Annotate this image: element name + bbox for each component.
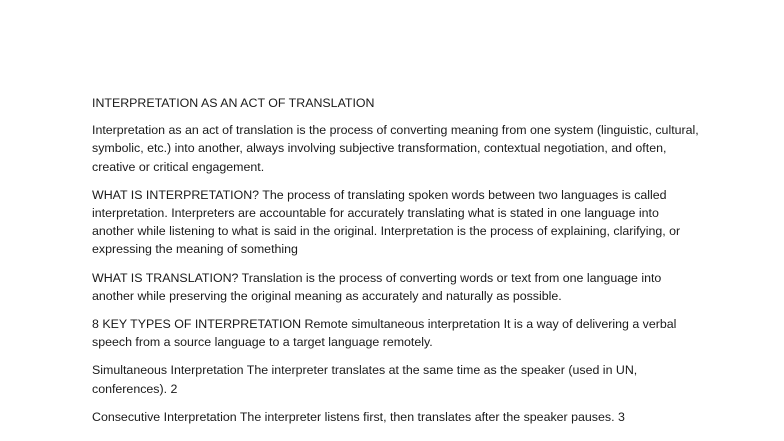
document-heading: INTERPRETATION AS AN ACT OF TRANSLATION [92,96,375,110]
paragraph-what-is-interpretation: WHAT IS INTERPRETATION? The process of translating spoken words between two languages is called interpretation. Interpreters are accountable for accurately translating what is stated in one language into another while listening to what is said in the original. Interpretation is the process of explaining, clarifying, or expressing the meaning of something [92,187,681,257]
paragraph-consecutive: Consecutive Interpretation The interpreter listens first, then translates after the speaker pauses. 3 [92,409,625,424]
paragraph-key-types: 8 KEY TYPES OF INTERPRETATION Remote simultaneous interpretation It is a way of delivering a verbal speech from a source language to a target language remotely. [92,317,677,350]
paragraph-definition: Interpretation as an act of translation is the process of converting meaning from one system (linguistic, cultural, symbolic, etc.) into another, always involving subjective transformation, contextual negotiation, and often, creative or critical engagement. [92,123,699,174]
document-body [92,94,704,436]
paragraph-what-is-translation: WHAT IS TRANSLATION? Translation is the process of converting words or text from one language into another while preserving the original meaning as accurately and naturally as possible. [92,270,662,303]
paragraph-simultaneous: Simultaneous Interpretation The interpreter translates at the same time as the speaker (used in UN, conferences). 2 [92,363,638,396]
